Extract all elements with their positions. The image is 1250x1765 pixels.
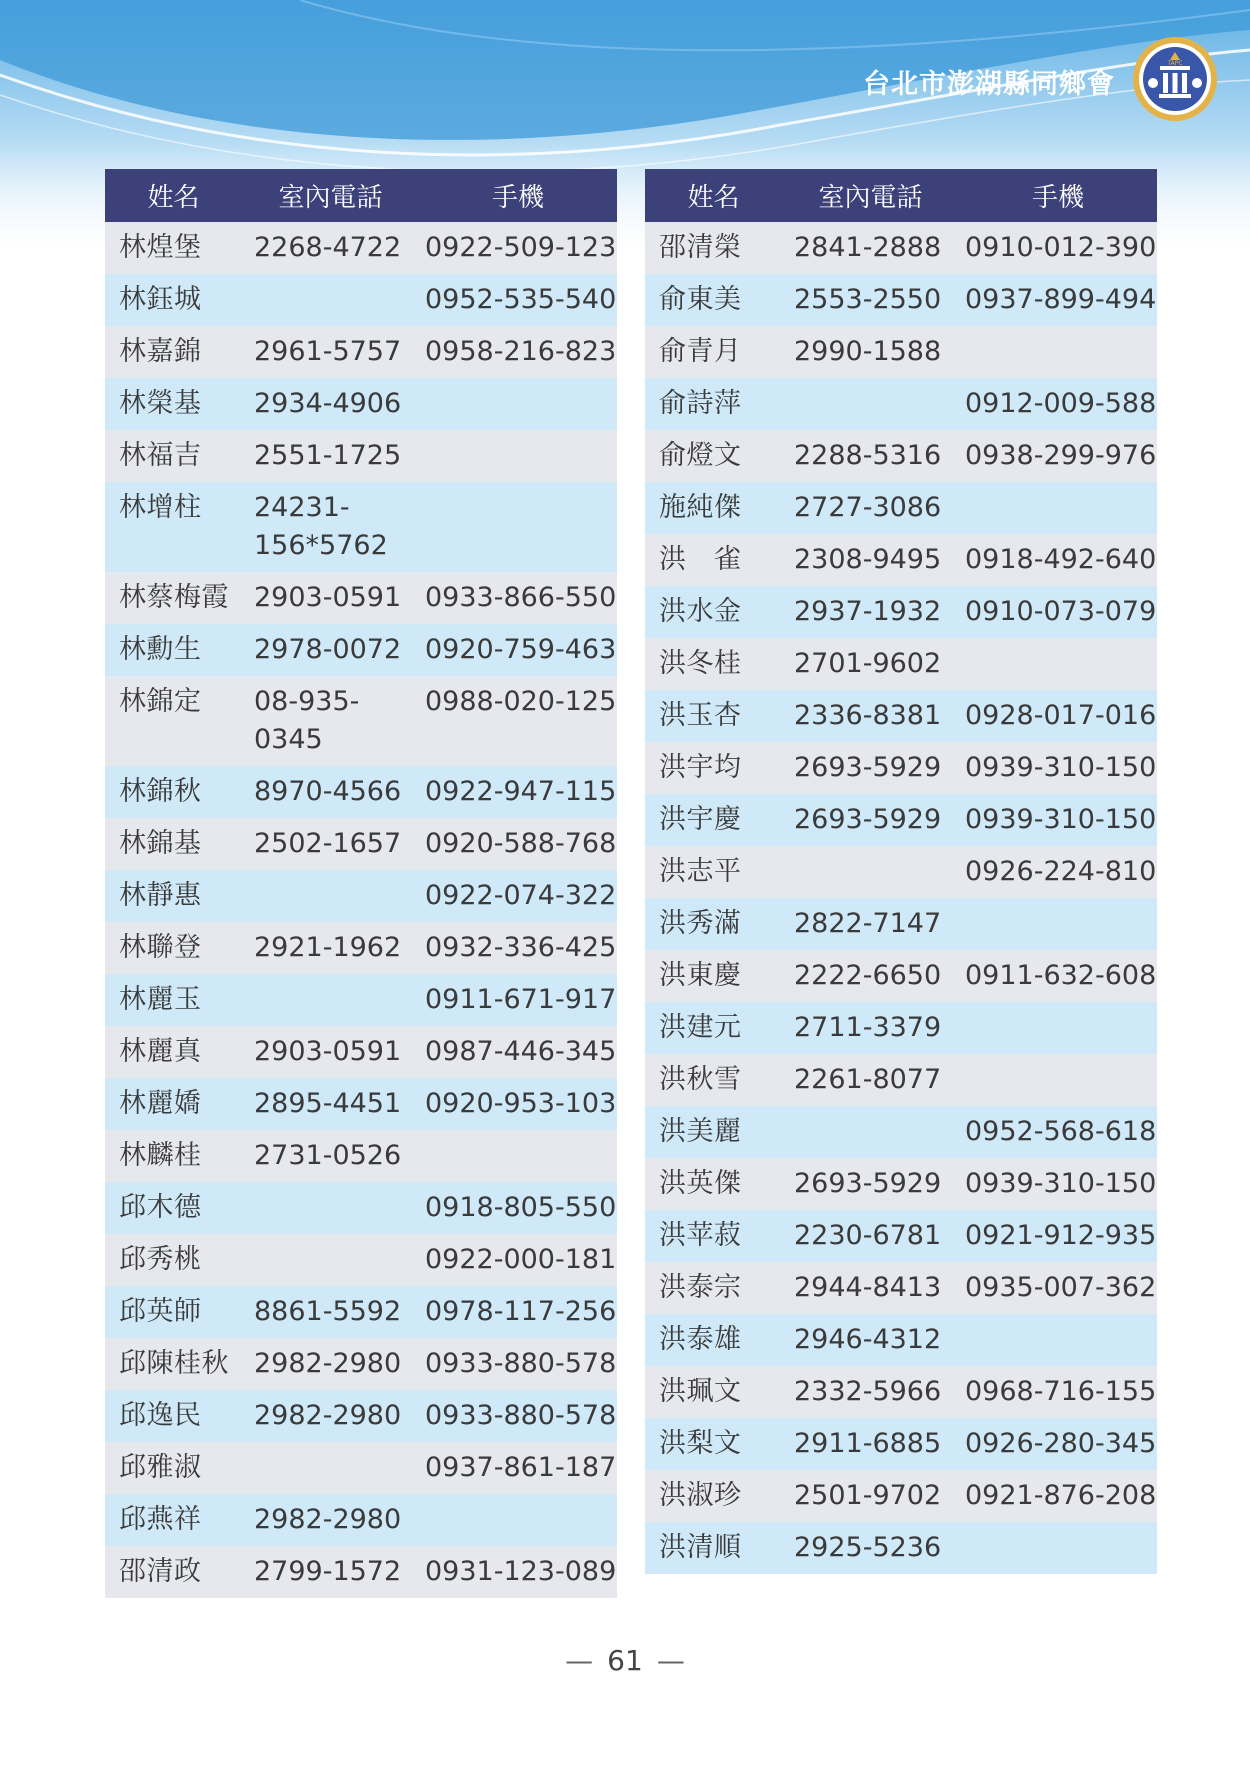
table-row [105, 624, 617, 676]
cell-name: 洪玉杏 [645, 690, 782, 742]
cell-tel: 2308-9495 [782, 534, 959, 586]
cell-mobile: 0978-117-256 [419, 1286, 617, 1338]
cell-mobile: 0926-224-810 [959, 846, 1157, 898]
table-row [105, 1026, 617, 1078]
cell-tel: 2693-5929 [782, 794, 959, 846]
cell-mobile: 0939-310-150 [959, 742, 1157, 794]
table-row [645, 586, 1157, 638]
cell-name: 林錦秋 [105, 766, 242, 818]
cell-mobile: 0920-588-768 [419, 818, 617, 870]
cell-tel: 2961-5757 [242, 326, 419, 378]
table-row [105, 274, 617, 326]
cell-name: 洪志平 [645, 846, 782, 898]
table-row [645, 482, 1157, 534]
cell-name: 林靜惠 [105, 870, 242, 922]
cell-name: 洪英傑 [645, 1158, 782, 1210]
table-row [645, 1262, 1157, 1314]
table-row [105, 1286, 617, 1338]
cell-tel: 2268-4722 [242, 222, 419, 274]
cell-mobile: 0911-671-917 [419, 974, 617, 1026]
cell-tel: 2701-9602 [782, 638, 959, 690]
cell-mobile: 0952-535-540 [419, 274, 617, 326]
table-row [645, 326, 1157, 378]
column-header-mobile: 手機 [419, 169, 617, 222]
cell-mobile [959, 1314, 1157, 1366]
cell-name: 邱雅淑 [105, 1442, 242, 1494]
cell-tel: 2982-2980 [242, 1390, 419, 1442]
cell-name: 洪淑珍 [645, 1470, 782, 1522]
cell-tel: 8861-5592 [242, 1286, 419, 1338]
cell-tel: 2731-0526 [242, 1130, 419, 1182]
cell-tel: 2903-0591 [242, 572, 419, 624]
cell-mobile: 0935-007-362 [959, 1262, 1157, 1314]
table-row [645, 1522, 1157, 1574]
page-number: 61 [607, 1644, 643, 1677]
cell-mobile: 0958-216-823 [419, 326, 617, 378]
cell-name: 洪秀滿 [645, 898, 782, 950]
table-row [105, 1546, 617, 1598]
cell-tel: 2693-5929 [782, 1158, 959, 1210]
cell-tel: 2990-1588 [782, 326, 959, 378]
table-row [105, 1338, 617, 1390]
cell-name: 俞東美 [645, 274, 782, 326]
org-name: 台北市澎湖縣同鄉會 [863, 69, 1115, 100]
cell-mobile: 0937-861-187 [419, 1442, 617, 1494]
cell-tel: 2336-8381 [782, 690, 959, 742]
cell-mobile: 0987-446-345 [419, 1026, 617, 1078]
cell-name: 邱木德 [105, 1182, 242, 1234]
cell-mobile: 0939-310-150 [959, 794, 1157, 846]
table-row [645, 534, 1157, 586]
table-row [645, 950, 1157, 1002]
column-header-mobile: 手機 [959, 169, 1157, 222]
cell-mobile: 0933-880-578 [419, 1390, 617, 1442]
directory-table-right [645, 169, 1157, 1574]
cell-name: 洪秋雪 [645, 1054, 782, 1106]
cell-tel [242, 1234, 419, 1286]
cell-tel: 2946-4312 [782, 1314, 959, 1366]
cell-tel: 2553-2550 [782, 274, 959, 326]
cell-mobile: 0988-020-125 [419, 676, 617, 766]
cell-tel: 2911-6885 [782, 1418, 959, 1470]
table-row [105, 1390, 617, 1442]
cell-tel: 2332-5966 [782, 1366, 959, 1418]
cell-mobile: 0938-299-976 [959, 430, 1157, 482]
table-row [645, 1210, 1157, 1262]
column-header-tel: 室內電話 [242, 169, 419, 222]
cell-name: 洪水金 [645, 586, 782, 638]
association-logo [1132, 36, 1218, 122]
cell-mobile: 0933-880-578 [419, 1338, 617, 1390]
cell-name: 洪珮文 [645, 1366, 782, 1418]
cell-tel: 2937-1932 [782, 586, 959, 638]
cell-mobile: 0922-074-322 [419, 870, 617, 922]
table-row [645, 1002, 1157, 1054]
cell-name: 林麗真 [105, 1026, 242, 1078]
table-row [105, 870, 617, 922]
cell-mobile: 0912-009-588 [959, 378, 1157, 430]
cell-mobile [419, 1494, 617, 1546]
cell-mobile: 0926-280-345 [959, 1418, 1157, 1470]
cell-name: 施純傑 [645, 482, 782, 534]
footer-dash-left: — [565, 1644, 594, 1677]
cell-mobile: 0920-759-463 [419, 624, 617, 676]
table-row [645, 430, 1157, 482]
cell-mobile: 0922-947-115 [419, 766, 617, 818]
cell-name: 林聯登 [105, 922, 242, 974]
column-header-tel: 室內電話 [782, 169, 959, 222]
table-row [645, 742, 1157, 794]
cell-tel: 2288-5316 [782, 430, 959, 482]
page-footer [0, 1644, 1250, 1677]
cell-name: 洪泰宗 [645, 1262, 782, 1314]
cell-mobile: 0968-716-155 [959, 1366, 1157, 1418]
cell-tel: 08-935-0345 [242, 676, 419, 766]
table-row [645, 898, 1157, 950]
cell-tel [242, 1442, 419, 1494]
table-row [105, 222, 617, 274]
cell-tel [782, 378, 959, 430]
cell-tel [242, 870, 419, 922]
cell-name: 洪宇慶 [645, 794, 782, 846]
cell-tel [782, 1106, 959, 1158]
table-row [105, 676, 617, 766]
cell-name: 林嘉錦 [105, 326, 242, 378]
cell-tel [782, 846, 959, 898]
cell-tel: 2502-1657 [242, 818, 419, 870]
table-row [645, 274, 1157, 326]
cell-tel: 2934-4906 [242, 378, 419, 430]
cell-name: 林錦定 [105, 676, 242, 766]
cell-tel: 2895-4451 [242, 1078, 419, 1130]
table-row [105, 1182, 617, 1234]
cell-name: 林煌堡 [105, 222, 242, 274]
table-row [105, 1234, 617, 1286]
cell-tel: 2551-1725 [242, 430, 419, 482]
cell-mobile: 0921-912-935 [959, 1210, 1157, 1262]
cell-mobile: 0910-073-079 [959, 586, 1157, 638]
cell-mobile [959, 1002, 1157, 1054]
cell-tel: 2921-1962 [242, 922, 419, 974]
cell-name: 洪 雀 [645, 534, 782, 586]
cell-name: 邵清政 [105, 1546, 242, 1598]
logo-text: TAPC [1167, 60, 1183, 67]
cell-mobile: 0922-000-181 [419, 1234, 617, 1286]
footer-dash-right: — [656, 1644, 685, 1677]
table-row [105, 1442, 617, 1494]
cell-name: 俞詩萍 [645, 378, 782, 430]
cell-mobile: 0932-336-425 [419, 922, 617, 974]
cell-tel [242, 1182, 419, 1234]
cell-mobile: 0911-632-608 [959, 950, 1157, 1002]
directory-table-left [105, 169, 617, 1598]
table-row [105, 1494, 617, 1546]
cell-mobile [959, 638, 1157, 690]
table-row [105, 922, 617, 974]
cell-tel: 2693-5929 [782, 742, 959, 794]
cell-name: 洪建元 [645, 1002, 782, 1054]
cell-tel: 8970-4566 [242, 766, 419, 818]
cell-name: 邱秀桃 [105, 1234, 242, 1286]
cell-name: 洪苹菽 [645, 1210, 782, 1262]
cell-name: 林福吉 [105, 430, 242, 482]
cell-mobile [419, 378, 617, 430]
cell-tel: 2982-2980 [242, 1338, 419, 1390]
table-row [105, 1130, 617, 1182]
table-header-row [105, 169, 617, 222]
cell-name: 林蔡梅霞 [105, 572, 242, 624]
cell-tel [242, 974, 419, 1026]
table-row [645, 1106, 1157, 1158]
cell-name: 洪冬桂 [645, 638, 782, 690]
cell-mobile: 0922-509-123 [419, 222, 617, 274]
cell-name: 林麗嬌 [105, 1078, 242, 1130]
cell-mobile [959, 1522, 1157, 1574]
cell-name: 林勳生 [105, 624, 242, 676]
cell-tel: 24231-156*5762 [242, 482, 419, 572]
cell-name: 洪宇均 [645, 742, 782, 794]
cell-mobile [959, 898, 1157, 950]
table-row [645, 1470, 1157, 1522]
table-row [105, 766, 617, 818]
cell-mobile: 0928-017-016 [959, 690, 1157, 742]
cell-mobile [419, 1130, 617, 1182]
table-row [645, 638, 1157, 690]
column-header-name: 姓名 [105, 169, 242, 222]
table-row [645, 690, 1157, 742]
cell-name: 邱逸民 [105, 1390, 242, 1442]
cell-name: 林麟桂 [105, 1130, 242, 1182]
cell-tel: 2799-1572 [242, 1546, 419, 1598]
table-row [645, 1158, 1157, 1210]
cell-mobile [419, 430, 617, 482]
cell-tel: 2978-0072 [242, 624, 419, 676]
cell-name: 俞青月 [645, 326, 782, 378]
cell-name: 邱陳桂秋 [105, 1338, 242, 1390]
table-row [645, 846, 1157, 898]
cell-name: 洪東慶 [645, 950, 782, 1002]
table-row [645, 794, 1157, 846]
cell-name: 林麗玉 [105, 974, 242, 1026]
cell-tel: 2982-2980 [242, 1494, 419, 1546]
cell-mobile: 0921-876-208 [959, 1470, 1157, 1522]
cell-mobile: 0937-899-494 [959, 274, 1157, 326]
table-row [645, 1314, 1157, 1366]
cell-tel: 2925-5236 [782, 1522, 959, 1574]
cell-name: 林增柱 [105, 482, 242, 572]
cell-mobile [959, 326, 1157, 378]
cell-tel [242, 274, 419, 326]
table-row [105, 1078, 617, 1130]
cell-tel: 2711-3379 [782, 1002, 959, 1054]
table-row [645, 1366, 1157, 1418]
column-header-name: 姓名 [645, 169, 782, 222]
cell-name: 洪清順 [645, 1522, 782, 1574]
cell-tel: 2222-6650 [782, 950, 959, 1002]
cell-name: 邱英師 [105, 1286, 242, 1338]
cell-mobile: 0920-953-103 [419, 1078, 617, 1130]
cell-name: 林錦基 [105, 818, 242, 870]
table-row [645, 378, 1157, 430]
cell-mobile: 0952-568-618 [959, 1106, 1157, 1158]
table-row [105, 482, 617, 572]
cell-mobile: 0910-012-390 [959, 222, 1157, 274]
cell-tel: 2230-6781 [782, 1210, 959, 1262]
cell-name: 洪美麗 [645, 1106, 782, 1158]
cell-name: 林榮基 [105, 378, 242, 430]
table-row [105, 430, 617, 482]
cell-tel: 2841-2888 [782, 222, 959, 274]
cell-tel: 2822-7147 [782, 898, 959, 950]
table-row [105, 326, 617, 378]
cell-name: 邵清榮 [645, 222, 782, 274]
cell-tel: 2501-9702 [782, 1470, 959, 1522]
table-row [645, 222, 1157, 274]
cell-name: 洪泰雄 [645, 1314, 782, 1366]
cell-mobile: 0918-805-550 [419, 1182, 617, 1234]
cell-name: 林鈺城 [105, 274, 242, 326]
table-row [645, 1418, 1157, 1470]
cell-name: 邱燕祥 [105, 1494, 242, 1546]
table-row [105, 974, 617, 1026]
cell-name: 洪梨文 [645, 1418, 782, 1470]
cell-tel: 2261-8077 [782, 1054, 959, 1106]
table-row [105, 572, 617, 624]
cell-tel: 2944-8413 [782, 1262, 959, 1314]
table-row [105, 378, 617, 430]
cell-mobile: 0933-866-550 [419, 572, 617, 624]
cell-tel: 2903-0591 [242, 1026, 419, 1078]
table-row [645, 1054, 1157, 1106]
table-row [105, 818, 617, 870]
cell-mobile: 0939-310-150 [959, 1158, 1157, 1210]
cell-name: 俞燈文 [645, 430, 782, 482]
cell-mobile [959, 482, 1157, 534]
cell-mobile [959, 1054, 1157, 1106]
cell-tel: 2727-3086 [782, 482, 959, 534]
cell-mobile: 0918-492-640 [959, 534, 1157, 586]
cell-mobile: 0931-123-089 [419, 1546, 617, 1598]
cell-mobile [419, 482, 617, 572]
table-header-row [645, 169, 1157, 222]
